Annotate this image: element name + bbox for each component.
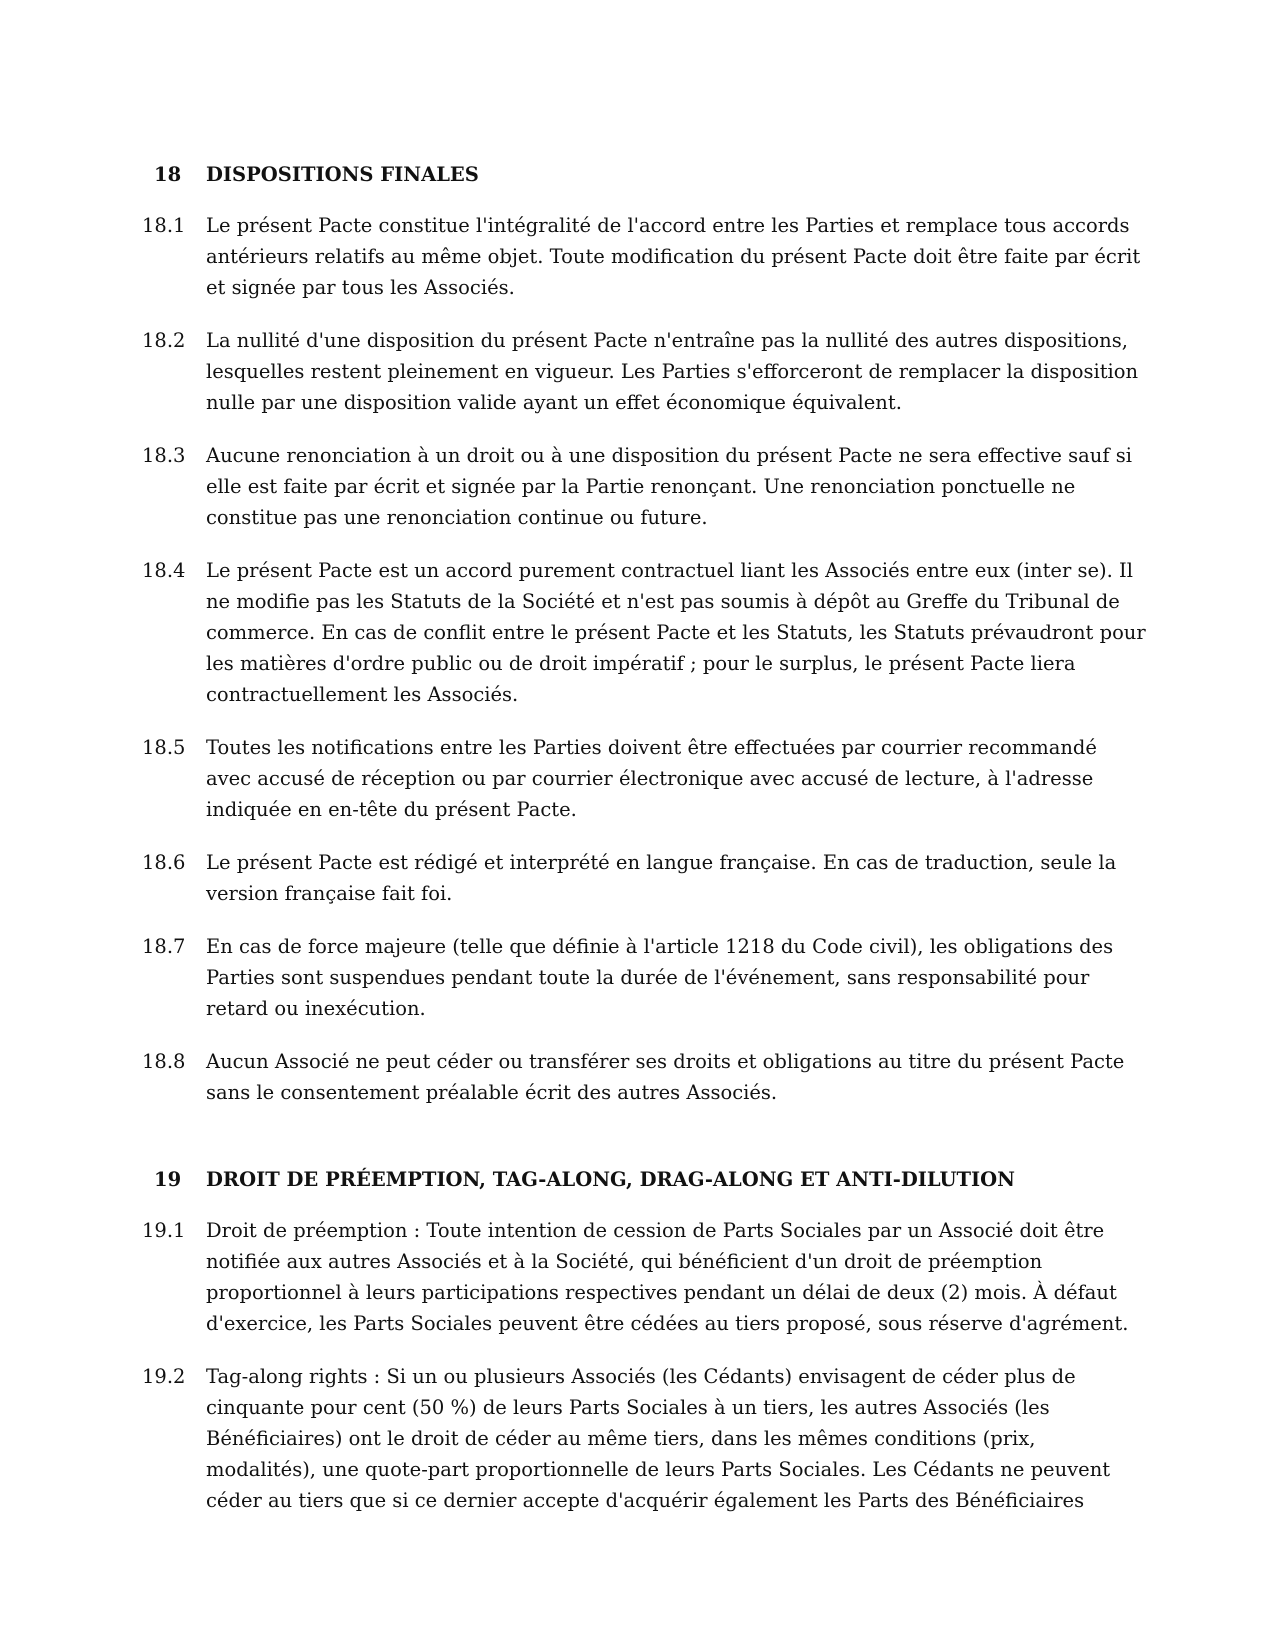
- text-line: Bénéficiaires) ont le droit de céder au même tiers, dans les mêmes conditions (prix,: [206, 1427, 1036, 1450]
- clause-number: 19.2: [142, 1365, 186, 1388]
- clause-18-3: [0, 440, 1275, 533]
- clause-19-1: [0, 1215, 1275, 1339]
- text-line: notifiée aux autres Associés et à la Société, qui bénéficient d'un droit de préemption: [206, 1250, 1043, 1273]
- clause-number: 18.3: [142, 444, 186, 467]
- section-number: 19: [154, 1168, 182, 1191]
- clause-number: 18.8: [142, 1050, 186, 1073]
- text-line: les matières d'ordre public ou de droit impératif ; pour le surplus, le présent Pacte liera: [206, 652, 1076, 675]
- section-title: DISPOSITIONS FINALES: [206, 163, 479, 186]
- text-line: avec accusé de réception ou par courrier électronique avec accusé de lecture, à l'adresse: [206, 767, 1094, 790]
- section-number: 18: [154, 163, 182, 186]
- section-19: [0, 1165, 1275, 1516]
- text-line: Tag-along rights : Si un ou plusieurs Associés (les Cédants) envisagent de céder plus de: [206, 1365, 1076, 1388]
- section-18: [0, 160, 1275, 1108]
- clause-text: [206, 440, 1133, 533]
- clause-number: 18.4: [142, 559, 186, 582]
- clause-text: [206, 732, 1126, 825]
- clause-text: [206, 1046, 1126, 1108]
- text-line: La nullité d'une disposition du présent Pacte n'entraîne pas la nullité des autres dispositions,: [206, 329, 1128, 352]
- text-line: commerce. En cas de conflit entre le présent Pacte et les Statuts, les Statuts prévaudront pour: [206, 621, 1146, 644]
- text-line: Le présent Pacte est rédigé et interprété en langue française. En cas de traduction, seule la: [206, 851, 1117, 874]
- clause-number: 18.6: [142, 851, 186, 874]
- text-line: Aucune renonciation à un droit ou à une disposition du présent Pacte ne sera effective sauf si: [206, 444, 1133, 467]
- text-line: constitue pas une renonciation continue ou future.: [206, 506, 708, 529]
- clause-18-1: [0, 210, 1275, 303]
- text-line: Aucun Associé ne peut céder ou transférer ses droits et obligations au titre du présent Pacte: [206, 1050, 1125, 1073]
- text-line: elle est faite par écrit et signée par la Partie renonçant. Une renonciation ponctuelle ne: [206, 475, 1076, 498]
- text-line: modalités), une quote-part proportionnelle de leurs Parts Sociales. Les Cédants ne peuvent: [206, 1458, 1111, 1481]
- clause-text: [206, 325, 1139, 418]
- text-line: En cas de force majeure (telle que définie à l'article 1218 du Code civil), les obligations des: [206, 935, 1114, 958]
- section-heading: [0, 1165, 1275, 1195]
- text-line: ne modifie pas les Statuts de la Société et n'est pas soumis à dépôt au Greffe du Tribunal de: [206, 590, 1120, 613]
- clause-18-4: [0, 555, 1275, 710]
- clause-text: [206, 847, 1126, 909]
- text-line: Toutes les notifications entre les Parties doivent être effectuées par courrier recommandé: [206, 736, 1097, 759]
- clause-text: [206, 210, 1141, 303]
- clause-text: [206, 1361, 1126, 1516]
- text-line: indiquée en en-tête du présent Pacte.: [206, 798, 577, 821]
- clause-text: [206, 555, 1146, 710]
- text-line: sans le consentement préalable écrit des autres Associés.: [206, 1081, 778, 1104]
- section-heading: [0, 160, 1275, 190]
- text-line: cinquante pour cent (50 %) de leurs Parts Sociales à un tiers, les autres Associés (les: [206, 1396, 1050, 1419]
- clause-18-6: [0, 847, 1275, 909]
- text-line: et signée par tous les Associés.: [206, 276, 515, 299]
- clause-number: 19.1: [142, 1219, 186, 1242]
- clause-18-5: [0, 732, 1275, 825]
- text-line: proportionnel à leurs participations respectives pendant un délai de deux (2) mois. À défaut: [206, 1281, 1117, 1304]
- text-line: Le présent Pacte constitue l'intégralité de l'accord entre les Parties et remplace tous accords: [206, 214, 1130, 237]
- clause-18-8: [0, 1046, 1275, 1108]
- clause-number: 18.1: [142, 214, 186, 237]
- text-line: céder au tiers que si ce dernier accepte d'acquérir également les Parts des Bénéficiaires: [206, 1489, 1085, 1512]
- text-line: retard ou inexécution.: [206, 997, 426, 1020]
- clause-18-7: [0, 931, 1275, 1024]
- clause-number: 18.2: [142, 329, 186, 352]
- clause-19-2: [0, 1361, 1275, 1516]
- text-line: version française fait foi.: [206, 882, 453, 905]
- text-line: Le présent Pacte est un accord purement contractuel liant les Associés entre eux (inter se). Il: [206, 559, 1133, 582]
- text-line: contractuellement les Associés.: [206, 683, 519, 706]
- text-line: Droit de préemption : Toute intention de cession de Parts Sociales par un Associé doit être: [206, 1219, 1105, 1242]
- text-line: d'exercice, les Parts Sociales peuvent être cédées au tiers proposé, sous réserve d'agrément.: [206, 1312, 1129, 1335]
- text-line: lesquelles restent pleinement en vigueur. Les Parties s'efforceront de remplacer la disposition: [206, 360, 1139, 383]
- clause-text: [206, 1215, 1129, 1339]
- clause-18-2: [0, 325, 1275, 418]
- clause-number: 18.7: [142, 935, 186, 958]
- clause-number: 18.5: [142, 736, 186, 759]
- section-title: DROIT DE PRÉEMPTION, TAG-ALONG, DRAG-ALONG ET ANTI-DILUTION: [206, 1168, 1015, 1191]
- text-line: Parties sont suspendues pendant toute la durée de l'événement, sans responsabilité pour: [206, 966, 1090, 989]
- text-line: antérieurs relatifs au même objet. Toute modification du présent Pacte doit être faite par écrit: [206, 245, 1141, 268]
- clause-text: [206, 931, 1126, 1024]
- text-line: nulle par une disposition valide ayant un effet économique équivalent.: [206, 391, 902, 414]
